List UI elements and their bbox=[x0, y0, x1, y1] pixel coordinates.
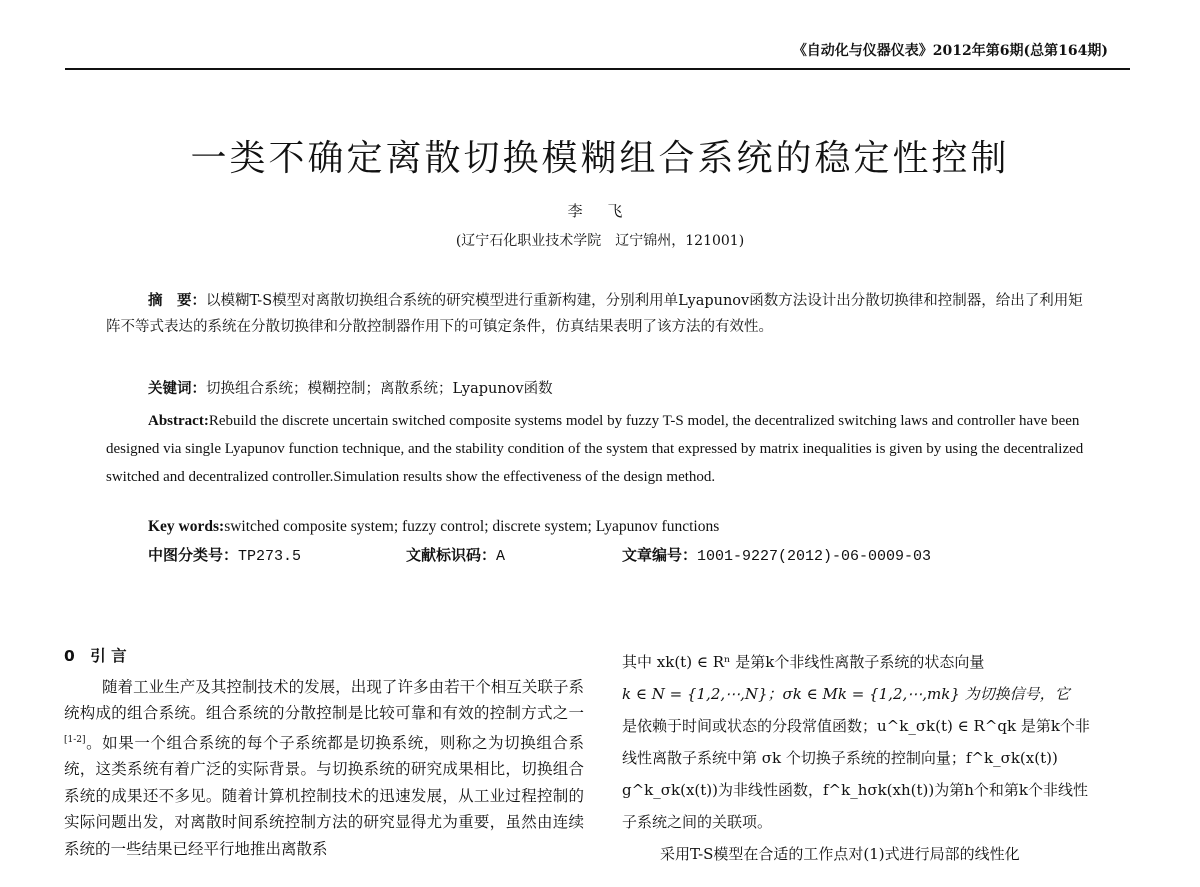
right-column bbox=[622, 646, 1142, 870]
right-line-7: 采用T-S模型在合适的工作点对(1)式进行局部的线性化 bbox=[660, 845, 1020, 863]
right-line-2: k ∈ N = {1,2,⋯,N}；σk ∈ Mk = {1,2,⋯,mk} 为切换信号，它 bbox=[622, 685, 1070, 703]
author: 李 飞 bbox=[567, 202, 633, 220]
section-heading: 0 引 言 bbox=[64, 647, 127, 665]
journal-header: 《自动化与仪器仪表》2012年第6期(总第164期) bbox=[792, 43, 1108, 59]
doc-code-label: 文献标识码： bbox=[406, 546, 497, 564]
clc-label: 中图分类号： bbox=[148, 546, 239, 564]
abstract-cn-label: 摘 要： bbox=[148, 293, 206, 309]
intro-text-a: 随着工业生产及其控制技术的发展，出现了许多由若干个相互关联子系统构成的组合系统。组合系统的分散控制是比较可靠和有效的控制方式之一 bbox=[64, 677, 584, 722]
abstract-cn-text: 以模糊T-S模型对离散切换组合系统的研究模型进行重新构建，分别利用单Lyapunov函数方法设计出分散切换律和控制器，给出了利用矩阵不等式表达的系统在分散切换律和分散控制器作用下的可镇定条件，仿真结果表明了该方法的有效性。 bbox=[106, 293, 1083, 335]
keywords-en-text: switched composite system; fuzzy control; discrete system; Lyapunov functions bbox=[224, 518, 720, 535]
left-column bbox=[64, 643, 584, 862]
citation: [1-2] bbox=[64, 734, 86, 745]
header-rule bbox=[65, 68, 1130, 70]
right-line-6: 子系统之间的关联项。 bbox=[622, 813, 773, 831]
intro-text-b: 。如果一个组合系统的每个子系统都是切换系统，则称之为切换组合系统，这类系统有着广泛的实际背景。与切换系统的研究成果相比，切换组合系统的成果还不多见。随着计算机控制技术的迅速发展，从工业过程控制的实际问题出发，对离散时间系统控制方法的研究显得尤为重要，虽然由连续系统的一些结果已经平行地推出离散系 bbox=[64, 733, 584, 858]
abstract-cn bbox=[106, 288, 1096, 340]
classification-line bbox=[148, 544, 931, 565]
right-line-5: g^k_σk(x(t))为非线性函数，f^k_hσk(xh(t))为第h个和第k个非线性 bbox=[622, 781, 1088, 799]
right-line-3: 是依赖于时间或状态的分段常值函数；u^k_σk(t) ∈ R^qk 是第k个非 bbox=[622, 717, 1090, 735]
right-line-4: 线性离散子系统中第 σk 个切换子系统的控制向量；f^k_σk(x(t)) bbox=[622, 749, 1058, 767]
abstract-en-label: Abstract: bbox=[148, 413, 209, 429]
keywords-en bbox=[148, 518, 719, 536]
doc-code-value: A bbox=[496, 548, 506, 565]
keywords-en-label: Key words: bbox=[148, 518, 225, 535]
abstract-en-text: Rebuild the discrete uncertain switched composite systems model by fuzzy T-S model, the decentralized switching laws and controller have been designed via single Lyapunov function technique, and the stability condition of the system that expressed by matrix inequalities is given by using the decentralized switched and decentralized controller.Simulation results show the effectiveness of the design method. bbox=[106, 413, 1084, 485]
keywords-cn-label: 关键词： bbox=[148, 381, 206, 397]
article-no-label: 文章编号： bbox=[622, 546, 698, 564]
clc-value: TP273.5 bbox=[238, 548, 302, 565]
affiliation: (辽宁石化职业技术学院 辽宁锦州，121001) bbox=[455, 233, 745, 249]
keywords-cn-text: 切换组合系统；模糊控制；离散系统；Lyapunov函数 bbox=[206, 381, 553, 397]
keywords-cn bbox=[148, 377, 553, 398]
paper-title: 一类不确定离散切换模糊组合系统的稳定性控制 bbox=[190, 138, 1010, 179]
abstract-en bbox=[106, 407, 1096, 491]
intro-paragraph bbox=[64, 674, 584, 863]
right-line-1: 其中 xk(t) ∈ Rⁿ 是第k个非线性离散子系统的状态向量 bbox=[622, 653, 985, 671]
article-no-value: 1001-9227(2012)-06-0009-03 bbox=[697, 548, 932, 565]
